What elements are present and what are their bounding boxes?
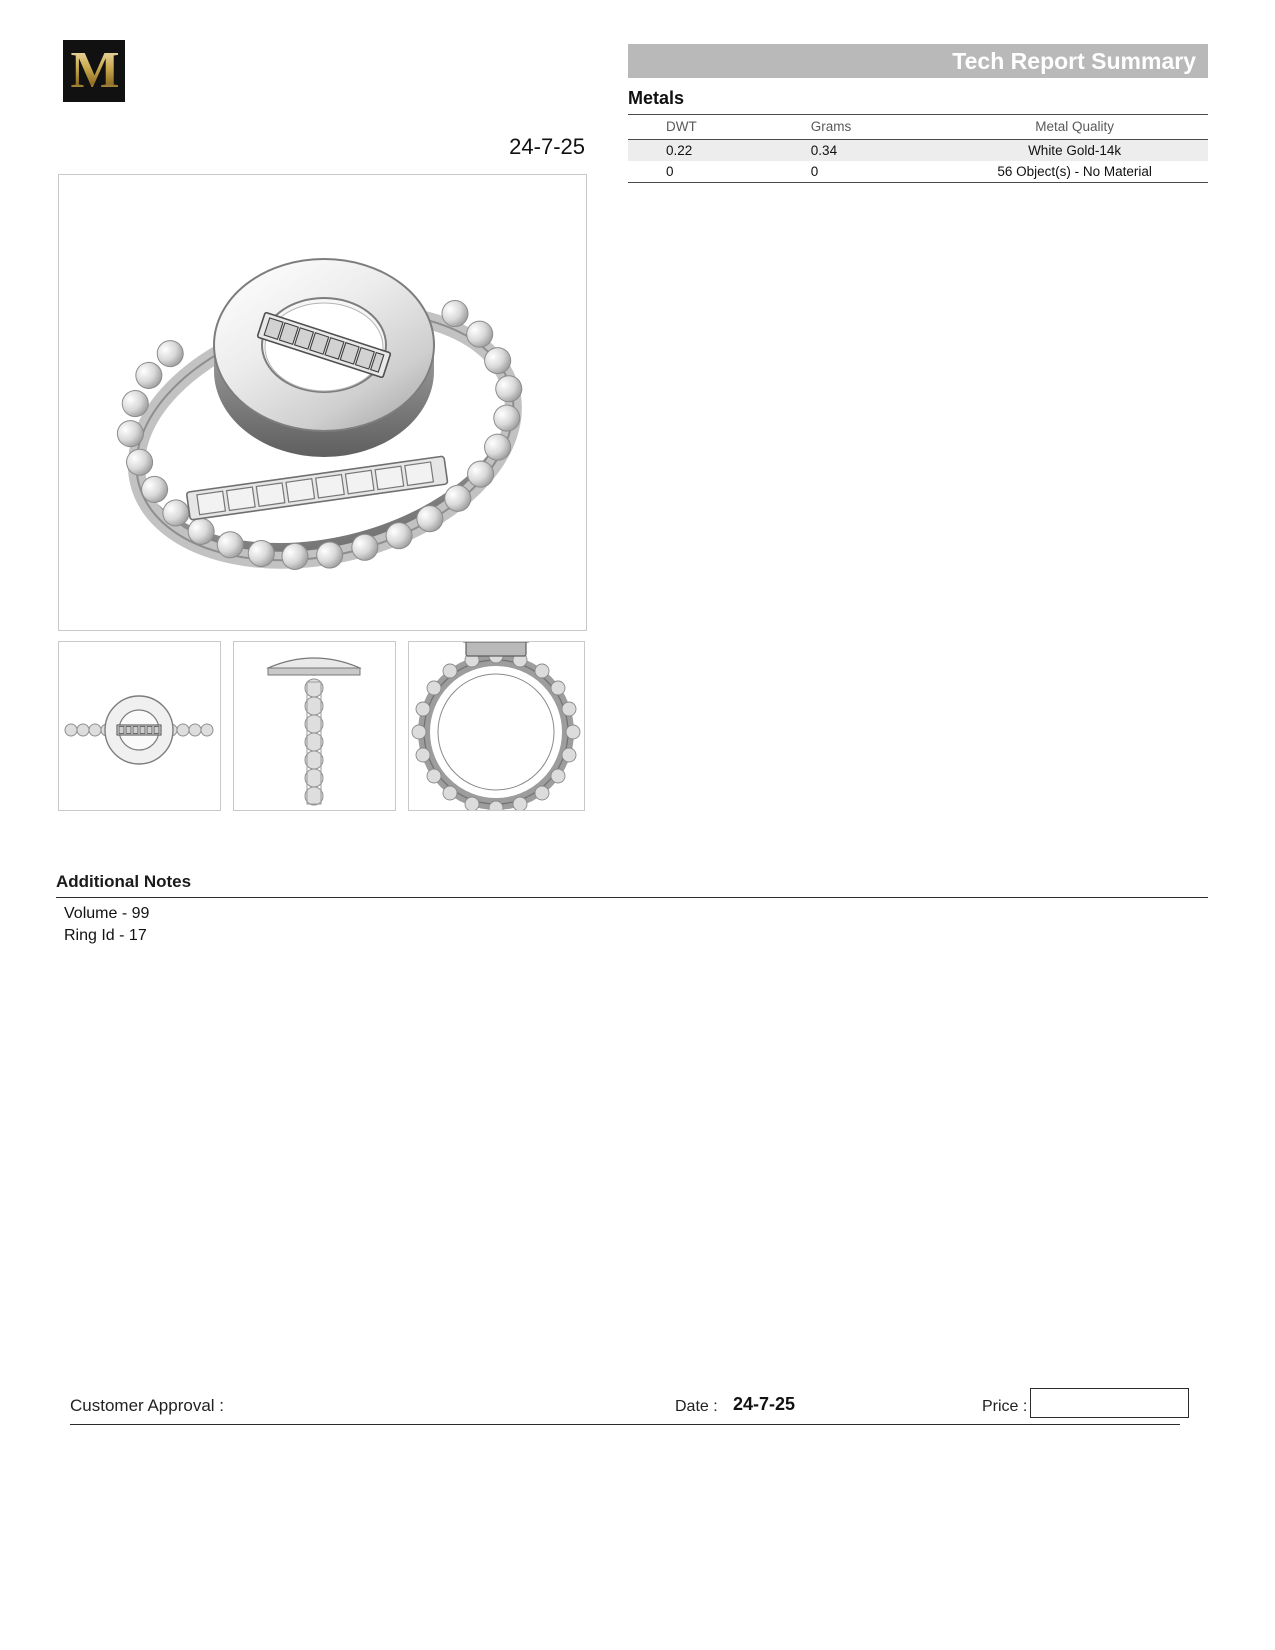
ring-front-view <box>234 642 395 810</box>
tech-report-header <box>628 44 1208 78</box>
table-row <box>628 161 1208 183</box>
additional-notes-body <box>64 903 149 947</box>
header-date: 24-7-25 <box>509 134 585 159</box>
footer-date-value: 24-7-25 <box>733 1394 796 1414</box>
thumbnail-front-view <box>233 641 396 811</box>
table-row <box>628 140 1208 162</box>
column-header-metal-quality: Metal Quality <box>941 115 1208 140</box>
footer-date-label: Date : <box>675 1398 718 1415</box>
thumbnail-side-view <box>408 641 585 811</box>
ring-side-view <box>409 642 584 810</box>
cell-grams: 0 <box>779 161 941 183</box>
metals-section-title: Metals <box>628 88 685 108</box>
logo-letter: M <box>70 42 118 99</box>
cell-dwt: 0.22 <box>628 140 779 162</box>
footer-price-label: Price : <box>982 1398 1028 1415</box>
price-input[interactable] <box>1030 1388 1189 1418</box>
note-line: Volume - 99 <box>64 905 150 922</box>
brand-logo <box>63 40 125 102</box>
cell-grams: 0.34 <box>779 140 941 162</box>
customer-approval-label: Customer Approval : <box>70 1396 225 1415</box>
cell-metal-quality: 56 Object(s) - No Material <box>941 161 1208 183</box>
thumbnail-top-view <box>58 641 221 811</box>
ring-top-view <box>59 642 220 810</box>
cell-metal-quality: White Gold-14k <box>941 140 1208 162</box>
note-line: Ring Id - 17 <box>64 927 147 944</box>
metals-table <box>628 114 1208 183</box>
notes-divider <box>56 897 1208 898</box>
ring-perspective-render <box>59 175 586 630</box>
column-header-dwt: DWT <box>628 115 779 140</box>
cell-dwt: 0 <box>628 161 779 183</box>
footer-divider <box>70 1424 1180 1425</box>
column-header-grams: Grams <box>779 115 941 140</box>
additional-notes-title: Additional Notes <box>56 872 192 891</box>
table-header-row <box>628 115 1208 140</box>
thumbnail-row <box>58 641 585 811</box>
tech-report-title: Tech Report Summary <box>952 47 1196 74</box>
main-render-image <box>58 174 587 631</box>
